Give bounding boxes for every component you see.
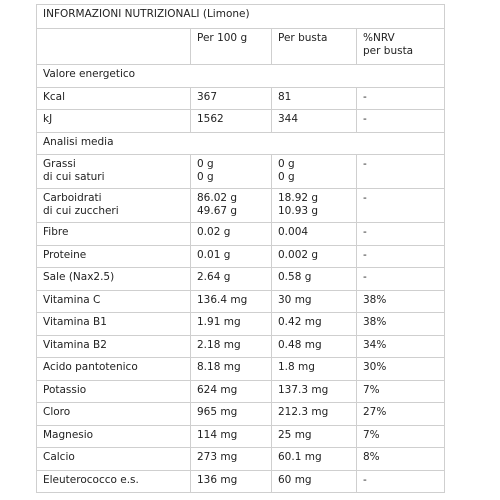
cell-nrv: - xyxy=(357,87,445,110)
cell-per-100g: 86.02 g 49.67 g xyxy=(191,189,272,223)
cell-per-100g: 8.18 mg xyxy=(191,358,272,381)
cell-per-busta: 0.58 g xyxy=(272,268,357,291)
cell-label: Vitamina B1 xyxy=(37,313,191,336)
header-cell-empty xyxy=(37,29,191,65)
cell-nrv: 38% xyxy=(357,290,445,313)
header-cell-per-100g: Per 100 g xyxy=(191,29,272,65)
table-row xyxy=(37,223,445,246)
cell-per-100g: 114 mg xyxy=(191,425,272,448)
table-row xyxy=(37,155,445,189)
cell-per-busta: 0.002 g xyxy=(272,245,357,268)
table-row xyxy=(37,403,445,426)
cell-per-busta: 30 mg xyxy=(272,290,357,313)
cell-per-100g: 0.01 g xyxy=(191,245,272,268)
cell-label: Magnesio xyxy=(37,425,191,448)
section-label: Valore energetico xyxy=(37,65,445,88)
table-row xyxy=(37,335,445,358)
header-cell-nrv: %NRV per busta xyxy=(357,29,445,65)
cell-per-busta: 212.3 mg xyxy=(272,403,357,426)
cell-per-busta: 0.004 xyxy=(272,223,357,246)
table-row xyxy=(37,358,445,381)
table-row xyxy=(37,313,445,336)
nutrition-table xyxy=(36,4,445,493)
table-row xyxy=(37,425,445,448)
cell-per-busta: 18.92 g 10.93 g xyxy=(272,189,357,223)
cell-per-100g: 1.91 mg xyxy=(191,313,272,336)
table-row xyxy=(37,470,445,493)
cell-per-busta: 0 g 0 g xyxy=(272,155,357,189)
cell-per-100g: 136 mg xyxy=(191,470,272,493)
cell-nrv: - xyxy=(357,155,445,189)
cell-nrv: - xyxy=(357,189,445,223)
cell-nrv: - xyxy=(357,268,445,291)
section-label: Analisi media xyxy=(37,132,445,155)
cell-per-100g: 0.02 g xyxy=(191,223,272,246)
cell-label: Kcal xyxy=(37,87,191,110)
cell-nrv: - xyxy=(357,223,445,246)
section-row xyxy=(37,65,445,88)
cell-per-busta: 60.1 mg xyxy=(272,448,357,471)
cell-per-100g: 0 g 0 g xyxy=(191,155,272,189)
cell-label: Fibre xyxy=(37,223,191,246)
cell-per-busta: 60 mg xyxy=(272,470,357,493)
cell-per-100g: 136.4 mg xyxy=(191,290,272,313)
cell-nrv: 27% xyxy=(357,403,445,426)
cell-nrv: 34% xyxy=(357,335,445,358)
cell-label: Grassi di cui saturi xyxy=(37,155,191,189)
cell-per-100g: 965 mg xyxy=(191,403,272,426)
section-row xyxy=(37,132,445,155)
cell-nrv: 7% xyxy=(357,425,445,448)
cell-nrv: - xyxy=(357,245,445,268)
cell-per-100g: 367 xyxy=(191,87,272,110)
table-row xyxy=(37,268,445,291)
cell-label: kJ xyxy=(37,110,191,133)
cell-nrv: - xyxy=(357,470,445,493)
cell-per-busta: 0.48 mg xyxy=(272,335,357,358)
cell-per-busta: 344 xyxy=(272,110,357,133)
cell-label: Carboidrati di cui zuccheri xyxy=(37,189,191,223)
cell-per-busta: 25 mg xyxy=(272,425,357,448)
cell-per-100g: 1562 xyxy=(191,110,272,133)
table-row xyxy=(37,189,445,223)
table-header-row xyxy=(37,29,445,65)
cell-per-busta: 0.42 mg xyxy=(272,313,357,336)
cell-per-100g: 2.18 mg xyxy=(191,335,272,358)
cell-label: Vitamina C xyxy=(37,290,191,313)
cell-label: Potassio xyxy=(37,380,191,403)
cell-label: Proteine xyxy=(37,245,191,268)
cell-label: Acido pantotenico xyxy=(37,358,191,381)
cell-label: Sale (Nax2.5) xyxy=(37,268,191,291)
cell-label: Vitamina B2 xyxy=(37,335,191,358)
table-row xyxy=(37,110,445,133)
cell-per-busta: 1.8 mg xyxy=(272,358,357,381)
table-row xyxy=(37,87,445,110)
cell-per-100g: 624 mg xyxy=(191,380,272,403)
table-title: INFORMAZIONI NUTRIZIONALI (Limone) xyxy=(37,5,445,29)
header-cell-per-busta: Per busta xyxy=(272,29,357,65)
cell-per-100g: 273 mg xyxy=(191,448,272,471)
table-row xyxy=(37,290,445,313)
cell-per-100g: 2.64 g xyxy=(191,268,272,291)
cell-nrv: 8% xyxy=(357,448,445,471)
cell-label: Eleuterococco e.s. xyxy=(37,470,191,493)
table-row xyxy=(37,245,445,268)
cell-nrv: 7% xyxy=(357,380,445,403)
cell-per-busta: 81 xyxy=(272,87,357,110)
table-row xyxy=(37,380,445,403)
cell-per-busta: 137.3 mg xyxy=(272,380,357,403)
cell-nrv: 30% xyxy=(357,358,445,381)
table-row xyxy=(37,448,445,471)
cell-label: Calcio xyxy=(37,448,191,471)
cell-label: Cloro xyxy=(37,403,191,426)
cell-nrv: 38% xyxy=(357,313,445,336)
cell-nrv: - xyxy=(357,110,445,133)
